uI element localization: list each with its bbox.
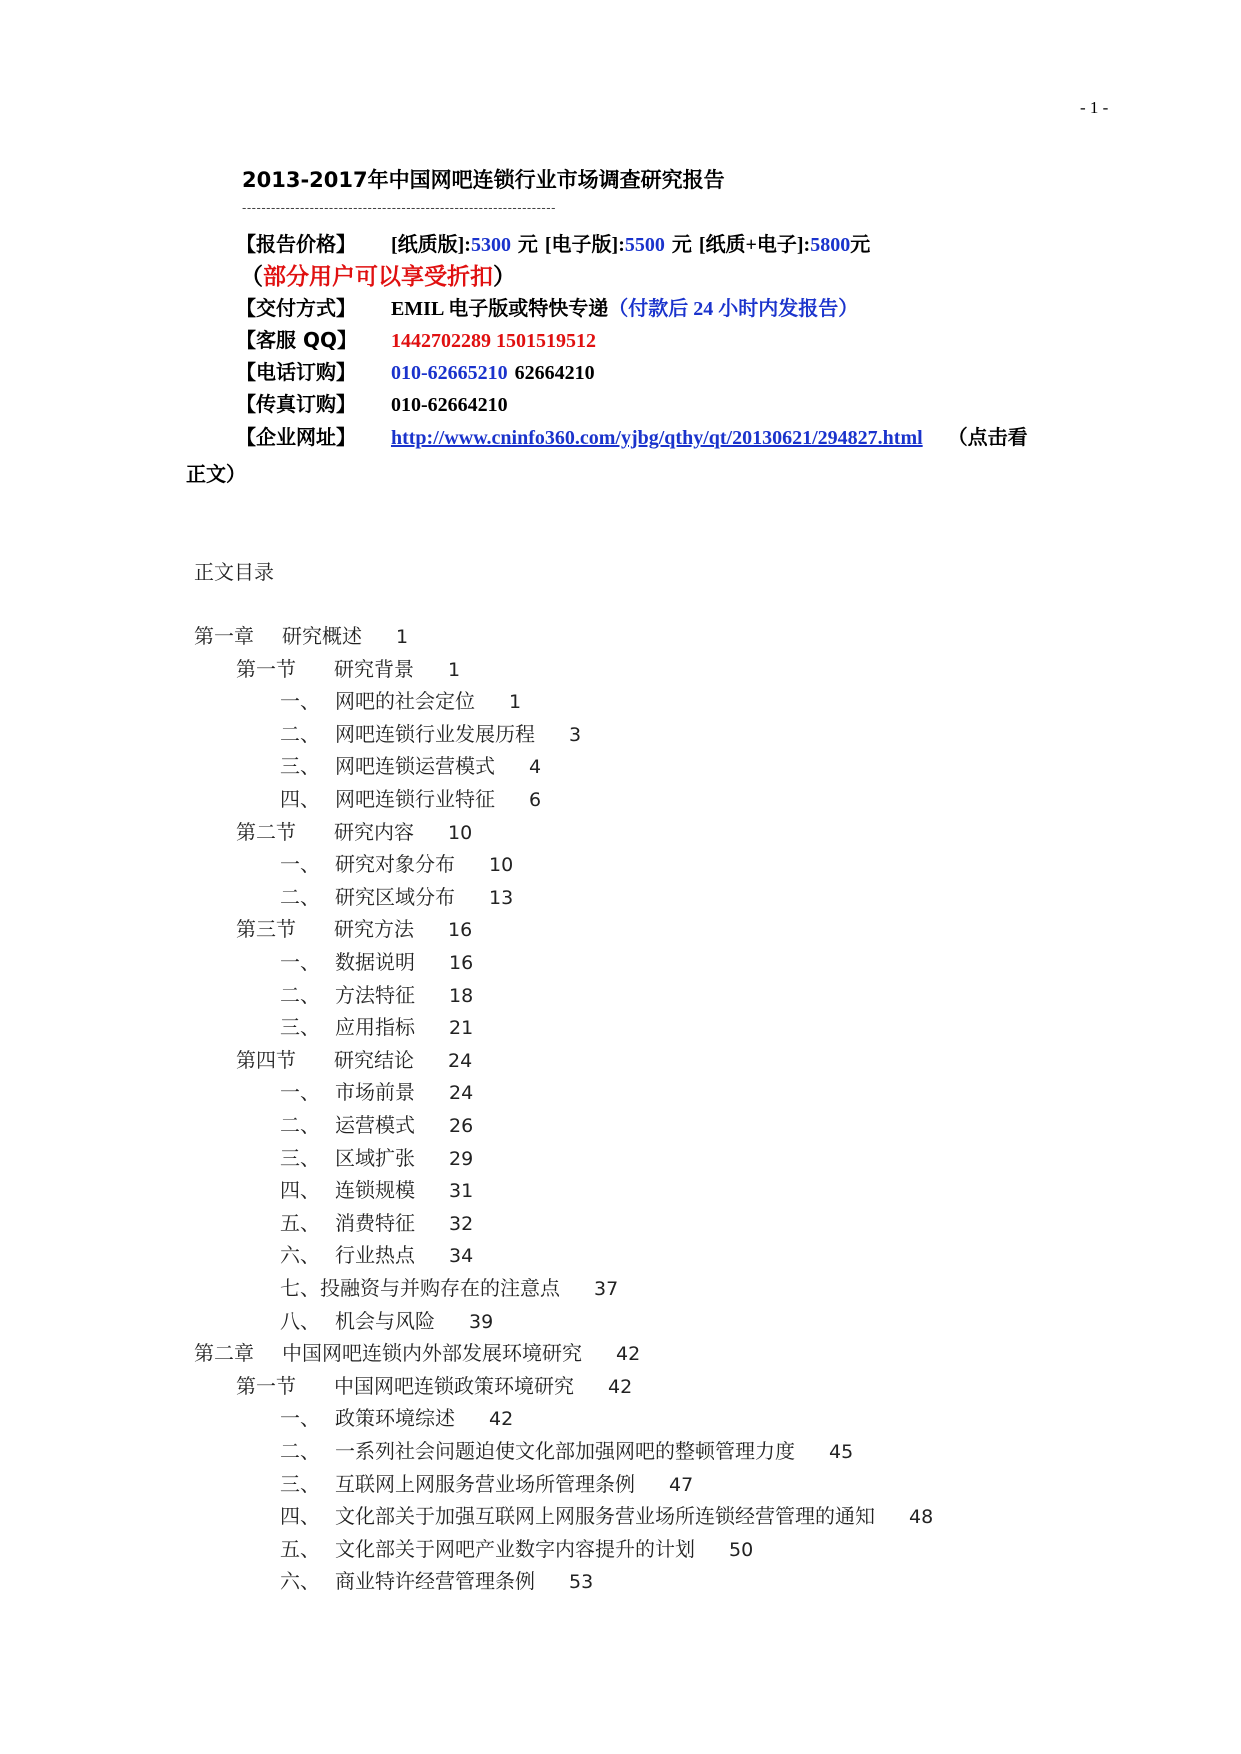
qq-row (236, 324, 596, 354)
toc-item-page: 16 (449, 952, 474, 974)
toc-item-page: 16 (448, 919, 473, 942)
toc-item-prefix: 第二节 (236, 819, 296, 844)
toc-item-title: 网吧连锁行业发展历程 (335, 721, 535, 746)
toc-item-prefix: 第四节 (236, 1047, 296, 1072)
toc-item-title: 中国网吧连锁政策环境研究 (334, 1373, 574, 1398)
toc-item-page: 1 (448, 658, 461, 681)
toc-item-page: 42 (616, 1343, 641, 1366)
toc-item-page: 29 (449, 1147, 474, 1170)
discount-note (240, 258, 516, 291)
toc-item-title: 文化部关于网吧产业数字内容提升的计划 (335, 1536, 695, 1561)
toc-item-page: 32 (449, 1212, 474, 1235)
toc-item-title: 政策环境综述 (335, 1406, 455, 1431)
toc-item-page: 13 (489, 886, 514, 909)
toc-item-prefix: 二、 (280, 982, 320, 1007)
toc-item-page: 45 (829, 1441, 854, 1463)
toc-item (280, 1565, 593, 1593)
delivery-label: 【交付方式】 (236, 296, 356, 320)
toc-item-prefix: 二、 (280, 884, 320, 909)
qq-label: 【客服 QQ】 (236, 328, 357, 352)
toc-item-prefix: 三、 (280, 1015, 320, 1040)
toc-item-prefix: 第一章 (194, 624, 254, 648)
toc-item-prefix: 一、 (280, 852, 320, 877)
delivery-note: （付款后 24 小时内发报告） (608, 298, 859, 320)
paper-price-value: 5300 (470, 234, 511, 256)
toc-item (236, 653, 460, 681)
page-number: - 1 - (1080, 98, 1109, 117)
toc-item-prefix: 第二章 (194, 1341, 254, 1366)
toc-item-title: 网吧的社会定位 (335, 689, 475, 714)
website-row (236, 421, 1028, 451)
toc-item-title: 投融资与并购存在的注意点 (320, 1276, 560, 1300)
paper-price-label: [纸质版]: (390, 234, 471, 256)
toc-item-prefix: 第一节 (236, 1373, 296, 1398)
toc-item (280, 718, 581, 746)
toc-item-page: 10 (489, 854, 514, 877)
toc-item-page: 24 (448, 1049, 473, 1072)
toc-item-page: 53 (569, 1571, 594, 1594)
website-note-b: 正文） (186, 462, 246, 486)
toc-item (280, 1207, 473, 1235)
toc-item-title: 应用指标 (335, 1015, 415, 1040)
toc-item-title: 运营模式 (335, 1113, 415, 1137)
electronic-price-unit: 元 (671, 232, 692, 256)
toc-item (280, 1011, 473, 1039)
toc-item-page: 10 (448, 821, 473, 844)
price-label: 【报告价格】 (236, 232, 356, 256)
toc-item-prefix: 五、 (280, 1210, 320, 1235)
toc-item-page: 21 (449, 1017, 474, 1040)
paper-price-unit: 元 (517, 232, 538, 256)
toc-item (280, 1402, 513, 1430)
toc-item (280, 979, 473, 1007)
both-price-value: 5800 (810, 234, 851, 256)
toc-item (236, 816, 472, 844)
qq-value: 1442702289 1501519512 (390, 330, 596, 352)
website-label: 【企业网址】 (236, 425, 356, 449)
toc-item (280, 848, 513, 876)
discount-close-paren: ） (493, 264, 516, 290)
discount-open-paren: （ (240, 264, 263, 290)
toc-item (280, 946, 473, 974)
toc-item-prefix: 八、 (280, 1308, 320, 1333)
toc-item-prefix: 二、 (280, 1113, 320, 1137)
toc-item-page: 42 (489, 1408, 514, 1431)
toc-item (236, 1370, 632, 1398)
toc-item (280, 783, 541, 811)
toc-item-title: 一系列社会问题迫使文化部加强网吧的整顿管理力度 (335, 1439, 795, 1463)
toc-item-title: 研究对象分布 (335, 852, 455, 877)
toc-item-prefix: 三、 (280, 1145, 320, 1170)
toc-item-prefix: 六、 (280, 1243, 320, 1268)
toc-item-title: 研究区域分布 (335, 884, 455, 909)
toc-item-prefix: 三、 (280, 754, 320, 779)
toc-item-prefix: 第三节 (236, 917, 296, 942)
toc-item-page: 34 (449, 1245, 474, 1268)
toc-item (280, 1500, 933, 1528)
toc-item-prefix: 一、 (280, 1080, 320, 1105)
toc-item-title: 研究背景 (334, 656, 414, 681)
toc-item-title: 中国网吧连锁内外部发展环境研究 (282, 1341, 582, 1366)
price-row (236, 228, 870, 258)
toc-item-prefix: 第一节 (236, 656, 296, 681)
delivery-value: EMIL 电子版或特快专递 (390, 298, 609, 320)
both-price-unit: 元 (850, 232, 871, 256)
toc-item (194, 1337, 640, 1365)
toc-item (280, 1174, 473, 1202)
toc-item-prefix: 一、 (280, 950, 320, 974)
toc-item (194, 620, 408, 648)
toc-item-title: 互联网上网服务营业场所管理条例 (335, 1471, 635, 1496)
toc-item-prefix: 六、 (280, 1569, 320, 1594)
toc-item-page: 24 (449, 1082, 474, 1105)
toc-item-title: 消费特征 (335, 1210, 415, 1235)
website-note-a: （点击看 (947, 425, 1028, 449)
toc-item (280, 1239, 473, 1267)
toc-item-prefix: 一、 (280, 689, 320, 714)
toc-item-page: 39 (469, 1310, 494, 1333)
toc-item (280, 1142, 473, 1170)
toc-item (236, 913, 472, 941)
toc-item-prefix: 一、 (280, 1406, 320, 1431)
toc-item-page: 50 (729, 1538, 754, 1561)
fax-row (236, 388, 508, 418)
toc-item-title: 研究概述 (282, 624, 362, 648)
electronic-price-value: 5500 (624, 234, 665, 256)
toc-item-title: 研究内容 (334, 819, 414, 844)
website-link[interactable]: http://www.cninfo360.com/yjbg/qthy/qt/20130621/294827.html (390, 427, 923, 449)
toc-item (280, 750, 541, 778)
electronic-price-label: [电子版]: (544, 234, 625, 256)
toc-item-page: 1 (509, 691, 522, 714)
toc-item-page: 1 (396, 626, 409, 648)
report-title: 2013-2017年中国网吧连锁行业市场调查研究报告 (242, 168, 725, 192)
toc-item-title: 商业特许经营管理条例 (335, 1569, 535, 1594)
toc-item-title: 研究结论 (334, 1047, 414, 1072)
toc-item (280, 1435, 853, 1463)
toc-item-title: 连锁规模 (335, 1178, 415, 1203)
toc-item (280, 1533, 753, 1561)
toc-item-title: 数据说明 (335, 950, 415, 974)
fax-value: 010-62664210 (390, 394, 508, 416)
phone-label: 【电话订购】 (236, 360, 356, 384)
toc-item-prefix: 七、 (280, 1276, 320, 1300)
toc-item (280, 1076, 473, 1104)
toc-item (280, 1305, 493, 1333)
toc-item-title: 行业热点 (335, 1243, 415, 1268)
toc-item-page: 3 (569, 723, 582, 746)
delivery-row (236, 292, 858, 322)
toc-heading: 正文目录 (194, 560, 274, 584)
toc-item (236, 1044, 472, 1072)
toc-item-prefix: 四、 (280, 1178, 320, 1203)
toc-item-title: 市场前景 (335, 1080, 415, 1105)
toc-item-page: 37 (594, 1278, 619, 1300)
phone-value-1: 010-62665210 (390, 362, 508, 384)
toc-item-page: 18 (449, 984, 474, 1007)
toc-item-prefix: 三、 (280, 1471, 320, 1496)
toc-item-prefix: 二、 (280, 1439, 320, 1463)
toc-item-page: 26 (449, 1115, 474, 1137)
both-price-label: [纸质+电子]: (698, 234, 811, 256)
toc-item (280, 685, 521, 713)
toc-item-title: 网吧连锁运营模式 (335, 754, 495, 779)
toc-item-page: 42 (608, 1375, 633, 1398)
toc-item-page: 48 (909, 1506, 934, 1529)
toc-item-page: 31 (449, 1180, 474, 1203)
toc-item-title: 文化部关于加强互联网上网服务营业场所连锁经营管理的通知 (335, 1504, 875, 1529)
toc-item-prefix: 五、 (280, 1536, 320, 1561)
toc-item-title: 区域扩张 (335, 1145, 415, 1170)
toc-item-page: 4 (529, 756, 542, 779)
toc-item-page: 6 (529, 789, 542, 811)
separator-line: ----------------------------------------------------------------- (242, 200, 556, 215)
toc-item (280, 1272, 618, 1300)
phone-value-2: 62664210 (514, 362, 595, 384)
toc-item (280, 1468, 693, 1496)
toc-item-title: 机会与风险 (335, 1308, 435, 1333)
toc-item-title: 研究方法 (334, 917, 414, 942)
toc-item-prefix: 二、 (280, 721, 320, 746)
toc-item-prefix: 四、 (280, 1504, 320, 1529)
toc-item-page: 47 (669, 1473, 694, 1496)
fax-label: 【传真订购】 (236, 392, 356, 416)
toc-item (280, 1109, 473, 1137)
toc-item-title: 方法特征 (335, 982, 415, 1007)
toc-item-title: 网吧连锁行业特征 (335, 787, 495, 811)
toc-item (280, 881, 513, 909)
toc-item-prefix: 四、 (280, 787, 320, 811)
phone-row (236, 356, 595, 386)
discount-text: 部分用户可以享受折扣 (263, 264, 493, 290)
